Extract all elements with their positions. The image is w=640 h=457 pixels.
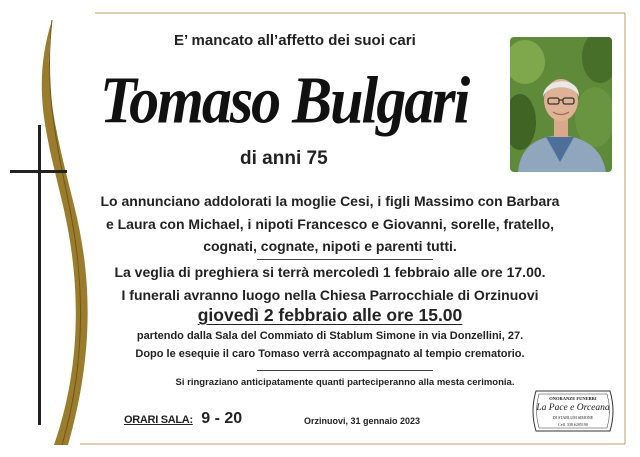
divider xyxy=(257,259,433,260)
thanks-text: Si ringraziano anticipatamente quanti parteciperanno alla mesta cerimonia. xyxy=(175,377,515,388)
deceased-name: Tomaso Bulgari xyxy=(100,63,469,138)
funeral-text: I funerali avranno luogo nella Chiesa Parrocchiale di Orzinuovi xyxy=(121,287,539,303)
announcement-text xyxy=(100,190,560,258)
logo-line: DI STABLUM SIMONE xyxy=(552,415,594,420)
age-text: di anni 75 xyxy=(240,148,328,169)
vigil-text: La veglia di preghiera si terrà mercoledì 1 febbraio alle ore 17.00. xyxy=(114,264,546,280)
hours-value: 9 - 20 xyxy=(201,410,243,427)
logo-line: La Pace e Orceana xyxy=(536,403,610,413)
place-date: Orzinuovi, 31 gennaio 2023 xyxy=(304,416,421,426)
funeral-date: giovedì 2 febbraio alle ore 15.00 xyxy=(197,305,463,325)
departure-text: partendo dalla Sala del Commiato di Stablum Simone in via Donzellini, 27. xyxy=(136,330,524,342)
announcement-line: cognati, cognate, nipoti e parenti tutti. xyxy=(203,238,457,254)
funeral-home-logo xyxy=(528,387,618,435)
hours-label: ORARI SALA: xyxy=(124,414,193,426)
intro-text: E’ mancato all’affetto dei suoi cari xyxy=(174,32,416,49)
divider xyxy=(257,370,433,371)
announcement-line: e Laura con Michael, i nipoti Francesco e Giovanni, sorelle, fratello, xyxy=(105,215,555,232)
portrait-photo xyxy=(510,37,612,172)
cross-horizontal-bar xyxy=(10,170,67,173)
logo-line: Cell. 338 6205190 xyxy=(558,422,588,427)
logo-line: ONORANZE FUNEBRI xyxy=(549,396,597,401)
announcement-line: Lo annunciano addolorati la moglie Cesi, i figli Massimo con Barbara xyxy=(100,193,560,209)
after-text: Dopo le esequie il caro Tomaso verrà accompagnato al tempio crematorio. xyxy=(135,348,525,360)
visiting-hours xyxy=(124,410,242,428)
